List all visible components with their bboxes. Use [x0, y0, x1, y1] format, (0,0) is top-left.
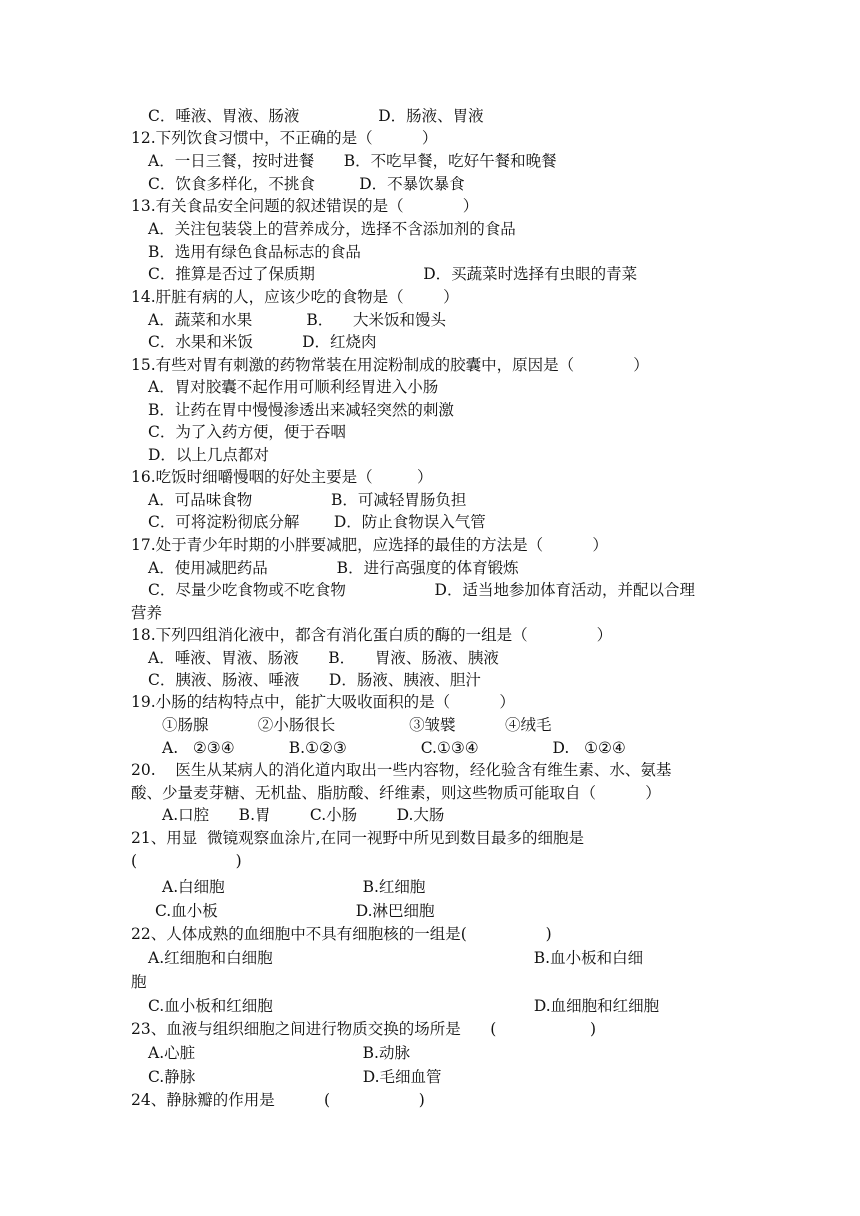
- q18-stem: 18.下列四组消化液中，都含有消化蛋白质的酶的一组是（ ）: [131, 626, 613, 644]
- q17-options-cd-wrap: 营养: [131, 604, 163, 622]
- q13-option-b: B．选用有绿色食品标志的食品: [148, 243, 361, 261]
- q22-stem: 22、人体成熟的血细胞中不具有细胞核的一组是( ): [131, 925, 552, 943]
- q19-items: ①肠腺 ②小肠很长 ③皱襞 ④绒毛: [162, 716, 552, 734]
- q15-option-a: A．胃对胶囊不起作用可顺利经胃进入小肠: [148, 378, 439, 396]
- q16-options-cd: C．可将淀粉彻底分解 D．防止食物误入气管: [148, 513, 486, 531]
- q15-option-b: B．让药在胃中慢慢渗透出来减轻突然的刺激: [148, 401, 454, 419]
- q20-stem-line1: 20. 医生从某病人的消化道内取出一些内容物，经化验含有维生素、水、氨基: [131, 761, 672, 779]
- q17-stem: 17.处于青少年时期的小胖要减肥，应选择的最佳的方法是（ ）: [131, 536, 608, 554]
- q15-stem: 15.有些对胃有刺激的药物常装在用淀粉制成的胶囊中，原因是（ ）: [131, 356, 649, 374]
- q12-options-ab: A．一日三餐，按时进餐 B．不吃早餐，吃好午餐和晚餐: [148, 152, 557, 170]
- q14-options-ab: A．蔬菜和水果 B． 大米饭和馒头: [148, 311, 446, 329]
- q14-options-cd: C．水果和米饭 D．红烧肉: [148, 333, 377, 351]
- q17-options-cd: C．尽量少吃食物或不吃食物 D．适当地参加体育活动，并配以合理: [148, 581, 695, 599]
- q18-options-cd: C．胰液、肠液、唾液 D．肠液、胰液、胆汁: [148, 671, 481, 689]
- q23-options-ab: A.心脏 B.动脉: [148, 1044, 410, 1062]
- q13-option-a: A．关注包装袋上的营养成分，选择不含添加剂的食品: [148, 220, 516, 238]
- q12-options-cd: C．饮食多样化，不挑食 D．不暴饮暴食: [148, 175, 465, 193]
- q22-options-ab-wrap: 胞: [131, 973, 147, 991]
- q16-options-ab: A．可品味食物 B．可减轻胃肠负担: [148, 491, 467, 509]
- q24-stem: 24、静脉瓣的作用是 ( ): [131, 1091, 425, 1109]
- q14-stem: 14.肝脏有病的人，应该少吃的食物是（ ）: [131, 288, 459, 306]
- q21-options-cd: C.血小板 D.淋巴细胞: [155, 902, 435, 920]
- q11-options-cd: C．唾液、胃液、肠液 D．肠液、胃液: [148, 107, 484, 125]
- q19-stem: 19.小肠的结构特点中，能扩大吸收面积的是（ ）: [131, 693, 515, 711]
- q21-stem: 21、用显 微镜观察血涂片,在同一视野中所见到数目最多的细胞是: [131, 829, 585, 847]
- q13-options-cd: C．推算是否过了保质期 D．买蔬菜时选择有虫眼的青菜: [148, 265, 638, 283]
- q21-options-ab: A.白细胞 B.红细胞: [162, 878, 426, 896]
- q19-options: A. ②③④ B.①②③ C.①③④ D. ①②④: [162, 739, 626, 757]
- q22-options-ab: A.红细胞和白细胞 B.血小板和白细: [148, 949, 644, 967]
- q13-stem: 13.有关食品安全问题的叙述错误的是（ ）: [131, 197, 479, 215]
- q23-stem: 23、血液与组织细胞之间进行物质交换的场所是 ( ): [131, 1020, 596, 1038]
- q20-stem-line2: 酸、少量麦芽糖、无机盐、脂肪酸、纤维素，则这些物质可能取自（ ）: [131, 784, 661, 802]
- q17-options-ab: A．使用减肥药品 B．进行高强度的体育锻炼: [148, 559, 519, 577]
- q18-options-ab: A．唾液、胃液、肠液 B． 胃液、肠液、胰液: [148, 649, 499, 667]
- q20-options: A.口腔 B.胃 C.小肠 D.大肠: [162, 806, 445, 824]
- q15-option-d: D．以上几点都对: [148, 446, 269, 464]
- q23-options-cd: C.静脉 D.毛细血管: [148, 1068, 442, 1086]
- q12-stem: 12.下列饮食习惯中，不正确的是（ ）: [131, 129, 438, 147]
- q22-options-cd: C.血小板和红细胞 D.血细胞和红细胞: [148, 997, 660, 1015]
- q21-answer-blank: ( ): [131, 852, 242, 870]
- q16-stem: 16.吃饭时细嚼慢咽的好处主要是（ ）: [131, 468, 433, 486]
- q15-option-c: C．为了入药方便，便于吞咽: [148, 423, 346, 441]
